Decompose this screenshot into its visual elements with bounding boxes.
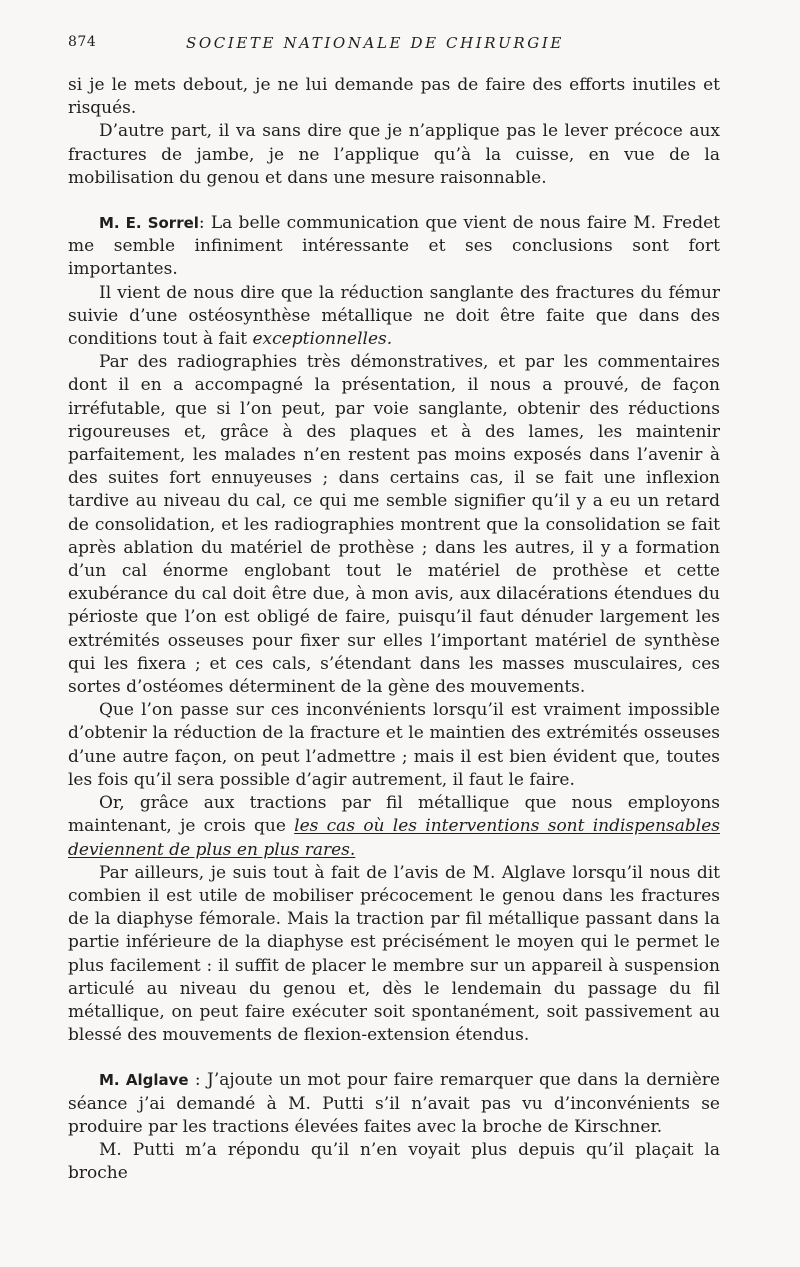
emphasis-text: exceptionnelles. (252, 329, 393, 350)
paragraph-reduction (68, 282, 720, 352)
emphasis-text: les cas où les interventions sont indispensables deviennent de plus en plus rares. (68, 816, 721, 860)
paragraph-lever-precoce (68, 120, 720, 190)
paragraph-text: : La belle communication que vient de nous faire M. Fredet me semble infiniment intéressante et ses conclusions sont fort importantes. (68, 213, 721, 280)
paragraph-tractions (68, 792, 720, 862)
paragraph-text: M. Putti m’a répondu qu’il n’en voyait plus depuis qu’il plaçait la broche (68, 1139, 720, 1184)
paragraph-text: Or, grâce aux tractions par fil métallique que nous employons maintenant, je crois que (68, 793, 720, 837)
paragraph-text: Par des radiographies très démonstratives, et par les commentaires dont il en a accompagné la présentation, il nous a prouvé, de façon irréfutable, que si l’on peut, par voie sanglante, obtenir des réductions rigoureuses et, grâce à des plaques et à des lames, les maintenir parfaitement, les malades n’en restent pas moins exposés dans l’avenir à des suites fort ennuyeuses ; dans certains cas, il se fait une inflexion tardive au niveau du cal, ce qui me semble signifier qu’il y a eu un retard de consolidation, et les radiographies montrent que la consolidation se fait après ablation du matériel de prothèse ; dans les autres, il y a formation d’un cal énorme englobant tout le matériel de prothèse et cette exubérance du cal doit être due, à mon avis, aux dilacérations étendues du périoste que l’on est obligé de faire, puisqu’il faut dénuder largement les extrémités osseuses pour fixer sur elles l’important matériel de synthèse qui les fixera ; et ces cals, s’étendant dans les masses musculaires, ces sortes d’ostéomes déterminent de la gène des mouvements. (68, 352, 720, 698)
paragraph-sorrel-intro (68, 212, 720, 282)
paragraph-continuation (68, 74, 720, 120)
page-number: 874 (68, 34, 97, 50)
speaker-name: M. E. Sorrel (99, 214, 199, 233)
paragraph-alglave (68, 1069, 720, 1139)
journal-title: SOCIETE NATIONALE DE CHIRURGIE (186, 34, 564, 52)
paragraph-text: si je le mets debout, je ne lui demande pas de faire des efforts inutiles et risqués. (68, 75, 720, 119)
paragraph-radiographies (68, 351, 720, 699)
paragraph-putti (68, 1139, 720, 1185)
speaker-name: M. Alglave (99, 1071, 189, 1090)
paragraph-text: Il vient de nous dire que la réduction sanglante des fractures du fémur suivie d’une ostéosynthèse métallique ne doit être faite que dans des conditions tout à fait (68, 282, 720, 350)
paragraph-text: Par ailleurs, je suis tout à fait de l’avis de M. Alglave lorsqu’il nous dit combien il est utile de mobiliser précocement le genou dans les fractures de la diaphyse fémorale. Mais la traction par fil métallique passant dans la partie inférieure de la diaphyse est précisément le moyen qui le permet le plus facilement : il suffit de placer le membre sur un appareil à suspension articulé au niveau du genou et, dès le lendemain du passage du fil métallique, on peut faire exécuter soit spontanément, soit passivement au blessé des mouvements de flexion-extension étendus. (68, 862, 720, 1046)
paragraph-text: : J’ajoute un mot pour faire remarquer que dans la dernière séance j’ai demandé à M. Putti s’il n’avait pas vu d’inconvénients se produire par les tractions élevées faites avec la broche de Kirschner. (68, 1070, 720, 1137)
running-header (68, 34, 720, 58)
paragraph-mobilisation (68, 862, 720, 1048)
paragraph-text: D’autre part, il va sans dire que je n’applique pas le lever précoce aux fractures de jambe, je ne l’applique qu’à la cuisse, en vue de la mobilisation du genou et dans une mesure raisonnable. (68, 121, 720, 188)
paragraph-text: Que l’on passe sur ces inconvénients lorsqu’il est vraiment impossible d’obtenir la réduction de la fracture et le maintien des extrémités osseuses d’une autre façon, on peut l’admettre ; mais il est bien évident que, toutes les fois qu’il sera possible d’agir autrement, il faut le faire. (68, 700, 720, 790)
paragraph-inconvenients (68, 699, 720, 792)
